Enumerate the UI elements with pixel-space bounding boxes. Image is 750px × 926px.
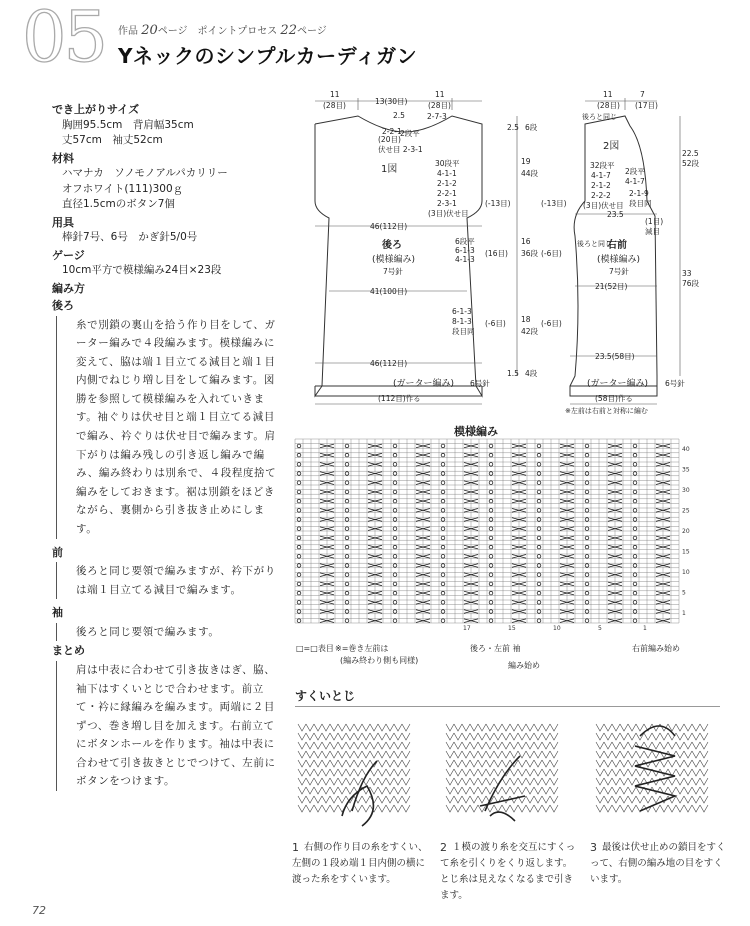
gauge-heading: ゲージ bbox=[52, 248, 85, 262]
svg-text:2段平: 2段平 bbox=[400, 129, 420, 138]
back-chest-width: 46(112目) bbox=[370, 222, 408, 231]
svg-text:(-6目): (-6目) bbox=[485, 319, 506, 328]
svg-text:2.5: 2.5 bbox=[393, 111, 405, 120]
svg-text:(1目): (1目) bbox=[645, 217, 664, 226]
svg-text:21(52目): 21(52目) bbox=[595, 282, 628, 291]
page-number: 72 bbox=[32, 904, 46, 917]
svg-text:4段: 4段 bbox=[525, 369, 538, 378]
chart-labels bbox=[463, 446, 690, 632]
svg-text:※左前は右前と対称に編む: ※左前は右前と対称に編む bbox=[565, 407, 648, 415]
svg-text:(28目): (28目) bbox=[428, 101, 451, 110]
materials-heading: 材料 bbox=[52, 151, 74, 165]
svg-text:6-1-3: 6-1-3 bbox=[455, 246, 475, 255]
front-name: 右前 bbox=[607, 240, 627, 251]
svg-text:減目: 減目 bbox=[645, 227, 660, 236]
svg-text:36段: 36段 bbox=[521, 249, 539, 258]
svg-text:18: 18 bbox=[521, 315, 531, 324]
front-fig-label: 2図 bbox=[603, 141, 620, 152]
back-paragraph: 糸で別鎖の裏山を拾う作り目をして、ガーター編みで４段編みます。模様編みに変えて、脇は端１目立てる減目と端１目内側でねじり増し目をして編みます。図勝を参照して模様編みを入れていきます。袖ぐりは伏せ目と端１目立てる減目で編み、衿ぐりは伏せ目で編みます。肩下がりは編み残しの引き返し編みで編み、編み終わりは別糸で、４段程度捨て編みをしておきます。裾は別鎖をほどきながら、裏側から引き抜き止めにします。 bbox=[52, 316, 280, 539]
svg-text:76段: 76段 bbox=[682, 279, 700, 288]
sleeve-paragraph: 後ろと同じ要領で編みます。 bbox=[52, 623, 280, 642]
page-title: Yネックのシンプルカーディガン bbox=[118, 44, 418, 68]
chart-row-label: 20 bbox=[682, 528, 690, 535]
svg-text:(28目): (28目) bbox=[323, 101, 346, 110]
mattress-stitch-title: すくいとじ bbox=[295, 689, 356, 703]
svg-text:32段平: 32段平 bbox=[590, 161, 615, 170]
svg-text:(16目): (16目) bbox=[485, 249, 508, 258]
chart-col-label: 5 bbox=[598, 625, 602, 632]
chart-legend-cross: ※=巻き左前は bbox=[335, 644, 389, 653]
svg-text:後ろと同じ: 後ろと同じ bbox=[577, 240, 612, 248]
svg-text:6号針: 6号針 bbox=[665, 379, 685, 388]
svg-text:(ガーター編み): (ガーター編み) bbox=[587, 379, 649, 389]
svg-text:33: 33 bbox=[682, 269, 692, 278]
svg-text:(模様編み): (模様編み) bbox=[372, 255, 416, 265]
step-1-illustration bbox=[292, 716, 417, 834]
finished-size-heading: でき上がりサイズ bbox=[52, 103, 140, 116]
svg-text:2-2-1: 2-2-1 bbox=[382, 127, 402, 136]
finished-size-line: 丈57cm 袖丈52cm bbox=[62, 134, 163, 146]
chart-row-label: 5 bbox=[682, 589, 686, 597]
step-3-text: 3 最後は伏せ止めの鎖目をすくって、右側の編み地の目をすくいます。 bbox=[590, 841, 726, 885]
svg-text:23.5(58目): 23.5(58目) bbox=[595, 352, 635, 361]
back-heading: 後ろ bbox=[52, 299, 74, 312]
gauge-line: 10cm平方で模様編み24目×23段 bbox=[62, 264, 222, 276]
svg-text:2-7-3: 2-7-3 bbox=[427, 112, 447, 121]
svg-text:2-2-1: 2-2-1 bbox=[437, 189, 457, 198]
back-hem-width: 46(112目) bbox=[370, 359, 408, 368]
svg-text:(-13目): (-13目) bbox=[485, 199, 511, 208]
back-name: 後ろ bbox=[382, 240, 402, 251]
finished-size-line: 胸囲95.5cm 背肩幅35cm bbox=[62, 118, 194, 131]
svg-text:8-1-3: 8-1-3 bbox=[452, 317, 472, 326]
chart-row-label: 25 bbox=[682, 507, 690, 515]
chart-right-start: 右前編み始め bbox=[632, 644, 680, 653]
svg-text:52段: 52段 bbox=[682, 159, 700, 168]
svg-text:2-1-2: 2-1-2 bbox=[437, 179, 457, 188]
svg-text:(20目): (20目) bbox=[378, 135, 401, 144]
chart-start-note: 編み始め bbox=[508, 661, 540, 670]
svg-text:(17目): (17目) bbox=[635, 101, 658, 110]
svg-text:4-1-3: 4-1-3 bbox=[455, 255, 475, 264]
svg-text:(-6目): (-6目) bbox=[541, 249, 562, 258]
svg-text:19: 19 bbox=[521, 157, 531, 166]
back-mid-width: 41(100目) bbox=[370, 287, 408, 296]
chart-row-label: 30 bbox=[682, 487, 690, 495]
section-divider bbox=[295, 706, 720, 707]
svg-text:6号針: 6号針 bbox=[470, 379, 490, 388]
svg-text:6-1-3: 6-1-3 bbox=[452, 307, 472, 316]
chart-legend-end: (編み終わり側も同様) bbox=[340, 656, 419, 665]
front-paragraph: 後ろと同じ要領で編みますが、衿下がりは端１目立てる減目で編みます。 bbox=[52, 562, 280, 599]
chart-repeat-note: 後ろ・左前 袖 bbox=[470, 644, 521, 653]
chart-symbols bbox=[297, 444, 670, 622]
stitch-chart bbox=[293, 437, 713, 642]
svg-text:2-1-2: 2-1-2 bbox=[591, 181, 611, 190]
front-heading: 前 bbox=[52, 545, 63, 559]
svg-text:2-1-9: 2-1-9 bbox=[629, 189, 649, 198]
step-2-text: 2 １模の渡り糸を交互にすくって糸を引くりをくり返します。とじ糸は見えなくなるまで引きます。 bbox=[440, 841, 576, 901]
chart-title: 模様編み bbox=[454, 425, 498, 438]
tools-heading: 用具 bbox=[52, 215, 74, 229]
svg-text:(3目)伏せ目: (3目)伏せ目 bbox=[583, 201, 624, 210]
svg-text:(-6目): (-6目) bbox=[541, 319, 562, 328]
materials-line: オフホワイト(111)300ｇ bbox=[62, 182, 184, 195]
svg-text:(58目)作る: (58目)作る bbox=[595, 394, 633, 403]
back-shoulder-left: 11 bbox=[330, 90, 340, 99]
svg-text:段目同: 段目同 bbox=[452, 327, 475, 336]
svg-text:(ガーター編み): (ガーター編み) bbox=[393, 379, 455, 389]
svg-text:2-2-2: 2-2-2 bbox=[591, 191, 611, 200]
materials-line: 直径1.5cmのボタン7個 bbox=[62, 198, 175, 210]
chart-col-label: 1 bbox=[643, 625, 647, 632]
svg-text:6段平: 6段平 bbox=[455, 237, 475, 246]
chart-grid bbox=[295, 439, 679, 623]
svg-text:11: 11 bbox=[603, 90, 613, 99]
svg-text:7号針: 7号針 bbox=[383, 267, 403, 276]
sleeve-heading: 袖 bbox=[52, 606, 63, 620]
svg-text:(-13目): (-13目) bbox=[541, 199, 567, 208]
back-fig-label: 1図 bbox=[381, 164, 398, 175]
svg-text:4-1-7: 4-1-7 bbox=[625, 177, 645, 186]
chart-row-label: 1 bbox=[682, 609, 686, 617]
pattern-number: 05 bbox=[22, 0, 106, 78]
chart-row-label: 15 bbox=[682, 548, 690, 556]
chart-col-label: 17 bbox=[463, 625, 471, 632]
svg-text:30段平: 30段平 bbox=[435, 159, 460, 168]
schematic-diagrams bbox=[285, 86, 725, 416]
chart-row-label: 35 bbox=[682, 466, 690, 474]
svg-text:42段: 42段 bbox=[521, 327, 539, 336]
svg-text:22.5: 22.5 bbox=[682, 149, 699, 158]
chart-legend-purl: □=□表目 bbox=[296, 644, 334, 653]
svg-text:44段: 44段 bbox=[521, 169, 539, 178]
svg-text:段目同: 段目同 bbox=[629, 199, 652, 208]
svg-text:後ろと同じ: 後ろと同じ bbox=[582, 113, 617, 121]
page-reference: 作品 20ページ ポイントプロセス 22ページ bbox=[118, 23, 327, 38]
finishing-heading: まとめ bbox=[52, 644, 85, 658]
svg-text:4-1-7: 4-1-7 bbox=[591, 171, 611, 180]
tools-line: 棒針7号、6号 かぎ針5/0号 bbox=[62, 231, 198, 243]
step-3-illustration bbox=[590, 716, 715, 834]
step-1-text: 1 右側の作り目の糸をすくい、左側の１段め端１目内側の横に渡った糸をすくいます。 bbox=[292, 841, 428, 885]
chart-row-label: 40 bbox=[682, 446, 690, 454]
chart-row-label: 10 bbox=[682, 568, 690, 576]
svg-text:11: 11 bbox=[435, 90, 445, 99]
back-neck-width: 13(30目) bbox=[375, 97, 408, 106]
materials-line: ハマナカ ソノモノアルパカリリー bbox=[62, 167, 228, 179]
svg-text:(112目)作る: (112目)作る bbox=[378, 394, 421, 403]
chart-col-label: 15 bbox=[508, 625, 516, 632]
svg-text:2-3-1: 2-3-1 bbox=[437, 199, 457, 208]
step-2-illustration bbox=[440, 716, 565, 834]
svg-text:23.5: 23.5 bbox=[607, 210, 624, 219]
svg-text:1.5: 1.5 bbox=[507, 369, 519, 378]
svg-text:6段: 6段 bbox=[525, 123, 538, 132]
svg-text:7号針: 7号針 bbox=[609, 267, 629, 276]
chart-col-label: 10 bbox=[553, 625, 561, 632]
svg-text:16: 16 bbox=[521, 237, 531, 246]
svg-text:2段平: 2段平 bbox=[625, 167, 645, 176]
svg-text:(28目): (28目) bbox=[597, 101, 620, 110]
finishing-paragraph: 肩は中表に合わせて引き抜きはぎ、脇、袖下はすくいとじで合わせます。前立て・衿に縁編みを編みます。両端に２目ずつ、巻き増し目を加えます。右前立てにボタンホールを作ります。袖は中表に合わせて引き抜きとじでつけて、左前にボタンをつけます。 bbox=[52, 661, 280, 791]
svg-text:(3目)伏せ目: (3目)伏せ目 bbox=[428, 209, 469, 218]
instructions-column bbox=[52, 100, 280, 791]
svg-text:4-1-1: 4-1-1 bbox=[437, 169, 457, 178]
svg-text:伏せ目 2-3-1: 伏せ目 2-3-1 bbox=[378, 145, 423, 154]
svg-text:2.5: 2.5 bbox=[507, 123, 519, 132]
svg-text:(模様編み): (模様編み) bbox=[597, 255, 641, 265]
method-heading: 編み方 bbox=[52, 281, 85, 295]
svg-text:7: 7 bbox=[640, 90, 645, 99]
